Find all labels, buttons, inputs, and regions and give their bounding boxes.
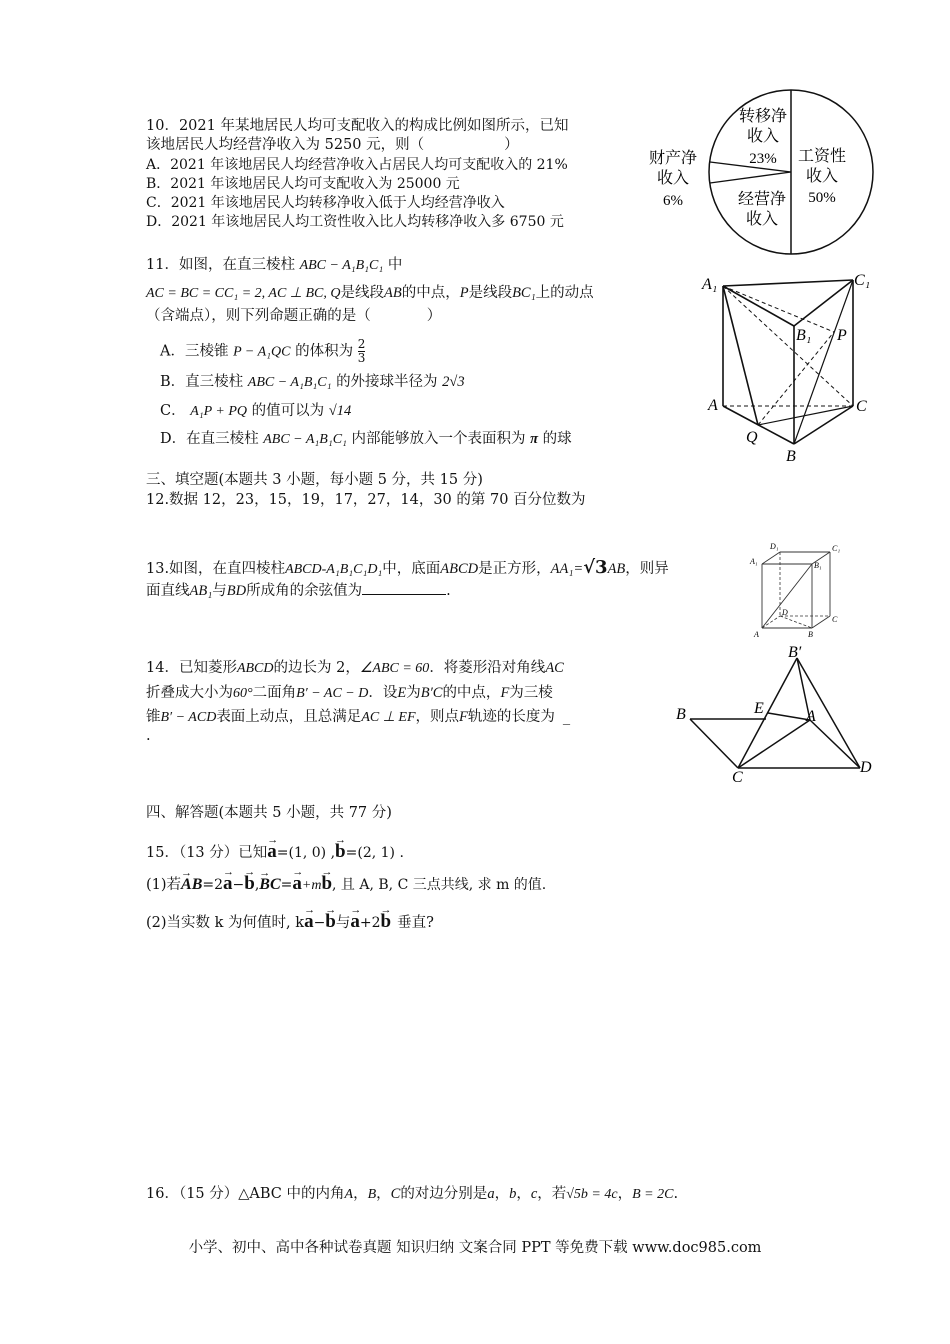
q14-l2-e: E [397,685,407,701]
q13-aa1: AA₁= [550,561,584,577]
q15-p1-b: → b [244,872,255,896]
q14-l2-mid2: ．设 [368,685,398,701]
q11-c-mid: 的值可以为 [251,403,325,419]
q15-p2-plus2: +2 [359,915,381,931]
q15-b-val: =(2, 1) . [345,845,404,861]
q15-vec-a: → a [267,840,277,864]
q16-A: A [344,1187,354,1202]
q11-b-val: 2√3 [442,374,465,390]
q14-l1-mid: 的边长为 2， [273,660,360,676]
q11-text3: 是线段 [468,285,513,301]
q11-bc1: BC₁ [512,285,536,301]
q11-b-math: ABC − A₁B₁C₁ [247,375,332,390]
q14-l1-ac: AC [545,660,564,676]
q15-p2-minus: − [313,915,326,931]
pie-business-label-b: 收入 [745,211,779,228]
q14-l2-mid: 二面角 [252,685,297,701]
q14-l2-dih: B′ − AC − D [296,686,369,701]
q13-line2 [146,580,451,601]
q16-c: c [530,1186,538,1202]
q14-line2 [146,683,553,704]
q13-ab: AB [607,561,626,577]
q10-stem-line1: 10．2021 年某地居民人均可支配收入的构成比例如图所示，已知 [146,118,569,134]
q14-l1-abcd: ABCD [236,661,274,676]
q13-sqrt3: √3 [583,557,608,578]
q11-a-num: 2 [357,337,366,351]
q13-post: ，则异 [625,561,669,577]
q14-l2-post: 为三棱 [509,685,553,701]
q16-mid2: ，若 [537,1186,567,1202]
q11-d-math: ABC − A₁B₁C₁ [263,432,347,447]
q14-l3-mid2: ，则点 [415,709,460,725]
q11-d-post: 的球 [542,431,572,447]
q16-sep2: ， [376,1186,391,1202]
q15-p2-post: 垂直? [397,915,434,931]
q11-stem-line2 [146,283,594,304]
q11-b-mid: 的外接球半径为 [336,374,438,390]
q15-p1-pre: (1)若 [146,877,182,893]
q13-l2-pre: 面直线 [146,583,190,599]
q14-l3-pre: 锥 [146,709,161,725]
pie-wage-label-a: 工资性 [797,148,847,165]
q14-l2-deg: 60° [233,686,253,701]
q11-option-a [160,338,365,365]
prism-label-q: Q [746,429,758,446]
q11-option-c [160,401,351,422]
q11-stem-line1 [146,255,402,276]
prism-label-p: P [837,327,847,344]
q11-text2: 的中点， [401,285,460,301]
q11-a-math: P − A₁QC [233,344,291,360]
prism-label-a1: A₁ [702,276,718,293]
cube-label-c1: C₁ [832,544,841,553]
q15-p2-a: → a [304,910,314,934]
q15-p2-pre: (2)当实数 k 为何值时, k [146,915,305,931]
q15-p1-minus: − [232,877,245,893]
q11-line3-text: （含端点），则下列命题正确的是（ [146,308,371,324]
q14-l2-f: F [500,685,510,701]
rhombus-label-a: A [806,708,816,725]
rhombus-fold-figure [672,640,882,786]
q15-p1-plus-m: +m [301,878,322,893]
q13-pre: 13.如图，在直四棱柱 [146,561,286,577]
q11-ab: AB [384,285,402,301]
cube-label-b: B [808,630,813,639]
q11-c-math: A₁P + PQ [190,404,248,419]
q13-end: . [446,583,451,599]
q11-stem-pre: 11．如图，在直三棱柱 [146,257,295,273]
q15-p2-mid: 与 [335,915,351,931]
cube-label-a: A [754,630,759,639]
rhombus-label-d: D [860,759,872,776]
q14-l2-mid3: 为 [406,685,421,701]
q13-ab1: AB₁ [189,583,213,599]
q14-line3 [146,707,570,728]
q15-p1-a: → a [223,872,233,896]
rhombus-label-c: C [732,769,743,786]
q11-a-den: 3 [357,351,366,365]
q15-p1-b2: → b [321,872,332,896]
prism-label-b: B [786,448,796,465]
pie-transfer-label-b: 收入 [746,128,780,145]
q10-stem-line2 [146,135,519,155]
q14-l1-post: ．将菱形沿对角线 [429,660,546,676]
q13-solid: ABCD-A₁B₁C₁D₁ [285,562,383,577]
q14-line1 [146,658,564,679]
q11-text1: 是线段 [340,285,384,301]
pie-property-pct: 6% [663,193,683,209]
q15-a-val: =(1, 0) , [276,845,336,861]
pie-transfer-pct: 23% [749,151,777,167]
prism-label-b1: B₁ [796,327,812,344]
pie-wage-pct: 50% [808,190,836,206]
q11-stem-line3 [146,306,441,326]
q14-l2-bc: B′C [420,685,443,701]
cube-label-d1: D₁ [770,542,779,551]
q16-B: B [367,1187,377,1202]
q16-sep5: ， [617,1186,633,1202]
cube-label-d: D [782,608,788,617]
page-footer: 小学、初中、高中各种试卷真题 知识归纳 文案合同 PPT 等免费下载 www.doc985.com [188,1240,762,1256]
cube-label-a1: A₁ [750,557,758,566]
q11-condition: AC = BC = CC₁ = 2, AC ⊥ BC, Q [146,286,341,301]
q16-sep3: ， [494,1186,510,1202]
q11-c-val: √14 [328,403,352,419]
q16-a: a [487,1186,495,1202]
prism-label-a: A [708,397,718,414]
q11-a-mid: 的体积为 [295,343,354,360]
q10-option-a: A．2021 年该地居民人均经营净收入占居民人均可支配收入的 21% [146,157,568,173]
q13-l2-post: 所成角的余弦值为 [246,583,363,599]
q13-l2-mid: 与 [212,583,227,599]
q15-p1-eq2: = [280,877,293,893]
prism-label-c1: C₁ [854,272,871,289]
q15-p1-eq1: =2 [202,877,224,893]
q15-p2-b2: → b [381,910,392,934]
q15-part2 [146,910,434,935]
prism-figure [698,268,888,468]
q14-l3-tet: B′ − ACD [160,710,217,725]
q15-vec-b: → b [335,840,346,864]
q15-p2-a2: → a [350,910,360,934]
pie-business-label-a: 经营净 [737,191,787,208]
q14-l3-mid: 表面上动点，且总满足 [216,709,362,725]
q11-c-pre: C． [160,403,186,419]
q15-p1-post: , 且 A, B, C 三点共线, 求 m 的值. [332,877,547,893]
q15-p1-comma: , [254,877,260,893]
cube-label-b1: B₁ [814,561,822,570]
q11-p: P [459,285,469,301]
q11-d-pi: π [530,431,539,447]
q11-option-d [160,429,572,450]
q10-option-c: C．2021 年该地居民人均转移净收入低于人均经营净收入 [146,195,505,211]
q11-b-pre: B．直三棱柱 [160,374,244,390]
q16-sep1: ， [353,1186,368,1202]
q16-stem [146,1184,678,1205]
q16-b: b [509,1186,517,1202]
q10-option-d: D．2021 年该地居民人均工资性收入比人均转移净收入多 6750 元 [146,214,564,230]
q13-mid: 中，底面 [382,561,441,577]
cube-label-c: C [832,615,838,624]
pie-property-label-a: 财产净 [648,150,698,167]
rhombus-label-e: E [754,700,764,717]
q13-base: ABCD [440,561,479,577]
q11-prism: ABC − A₁B₁C₁ [299,258,384,273]
section3-title: 三、填空题(本题共 3 小题，每小题 5 分，共 15 分) [146,472,483,488]
q10-stem-text: 该地居民人均经营净收入为 5250 元，则（ [146,137,425,153]
q11-a-pre: A．三棱锥 [160,343,229,360]
q14-l2-mid4: 的中点， [442,685,501,701]
q14-l1-pre: 14．已知菱形 [146,660,237,676]
q11-d-pre: D．在直三棱柱 [160,431,259,447]
q16-eq2: B = 2C [632,1187,674,1202]
q14-l2-pre: 折叠成大小为 [146,685,233,701]
q16-mid: 的对边分别是 [400,1186,488,1202]
q16-C: C [390,1186,401,1202]
income-pie-figure [640,88,880,260]
q11-line3-close: ） [426,308,442,324]
q16-end: . [673,1186,679,1202]
q11-option-b [160,372,465,393]
q16-pre: 16．（15 分）△ABC 中的内角 [146,1186,345,1202]
q13-line1 [146,558,669,580]
q16-sep4: ， [516,1186,531,1202]
section4-title: 四、解答题(本题共 5 小题，共 77 分) [146,805,392,821]
q15-part1 [146,872,546,898]
q12-text: 12.数据 12，23，15，19，17，27，14，30 的第 70 百分位数为 [146,492,586,508]
q15-p1-a2: → a [292,872,302,896]
q15-vec-bc: → BC [259,873,280,897]
q13-bd: BD [226,583,247,599]
pie-transfer-label-a: 转移净 [738,108,788,125]
cuboid-figure [748,540,848,642]
q10-stem-close: ） [504,137,519,153]
rhombus-label-bprime: B′ [788,644,802,661]
q16-eq1: √5b = 4c [566,1187,618,1202]
q13-mid2: 是正方形， [478,561,551,577]
q11-text4: 上的动点 [535,285,594,301]
prism-label-c: C [856,398,867,415]
q11-d-mid: 内部能够放入一个表面积为 [351,431,526,447]
q14-line4: . [146,728,151,744]
q11-stem-post: 中 [387,257,403,273]
q15-p2-b: → b [325,910,336,934]
q14-l1-angle: ∠ABC = 60 [359,661,430,676]
q14-l3-perp: AC ⊥ EF [361,710,416,725]
q15-vec-ab: → AB [181,873,202,897]
q14-l3-f: F [459,709,468,725]
q14-l3-blank: _ [562,709,571,725]
pie-divider-property-bottom [710,172,791,183]
q15-head-text: 15．（13 分）已知 [146,845,268,861]
pie-wage-label-b: 收入 [805,168,839,185]
pie-property-label-b: 收入 [656,170,690,187]
q11-a-fraction [358,338,366,365]
q14-l3-post: 轨迹的长度为 [467,709,555,725]
q10-option-b: B．2021 年该地居民人均可支配收入为 25000 元 [146,176,460,192]
q13-answer-blank [362,580,446,595]
rhombus-label-b: B [676,706,686,723]
